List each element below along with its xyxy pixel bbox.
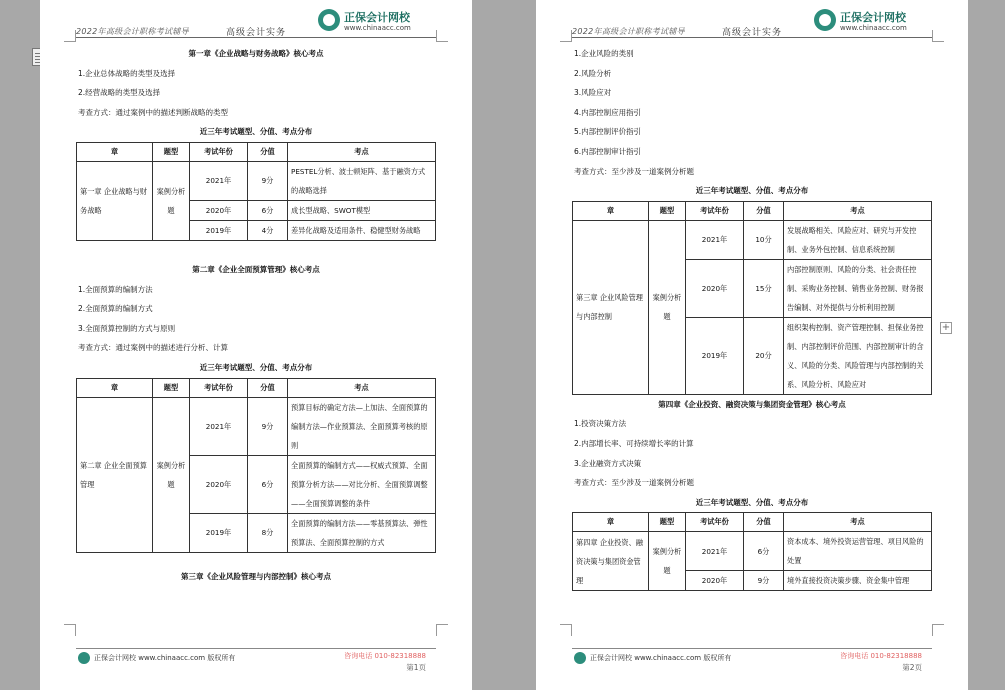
- points-cell: 预算目标的确定方法—上加法、全面预算的编制方法—作业预算法、全面预算考核的原则: [288, 397, 436, 455]
- year-cell: 2019年: [190, 513, 248, 552]
- chapter-cell: 第一章 企业战略与财务战略: [77, 161, 153, 240]
- points-cell: 全面预算的编制方式——权威式预算、全面预算分析方法——对比分析、全面预算调整——全面预算调整的条件: [288, 455, 436, 513]
- year-cell: 2020年: [686, 259, 744, 317]
- key-point: 5.内部控制评价指引: [574, 127, 642, 137]
- table-row: [77, 161, 436, 200]
- logo-url: www.chinaacc.com: [344, 24, 411, 32]
- chapter-heading: 第四章《企业投资、融资决策与集团资金管理》核心考点: [658, 399, 846, 409]
- page-number: 第2页: [902, 663, 922, 672]
- key-point: 1.企业风险的类别: [574, 49, 634, 58]
- key-point: 2.内部增长率、可持续增长率的计算: [574, 438, 694, 448]
- points-cell: 组织架构控制、资产管理控制、担保业务控制、内部控制评价范围、内部控制审计的含义、风险的分类、风险管理与内部控制的关系、风险分析、风险应对: [784, 317, 932, 394]
- key-point: 3.全面预算控制的方式与原则: [78, 323, 176, 333]
- footer-copyright: 正保会计网校 www.chinaacc.com 版权所有: [94, 654, 236, 662]
- page-2: [536, 0, 968, 690]
- score-cell: 6分: [248, 455, 288, 513]
- page-footer: [572, 648, 932, 678]
- footer-hotline: 咨询电话 010-82318888: [344, 652, 426, 660]
- footer-hotline: 咨询电话 010-82318888: [840, 652, 922, 660]
- key-point: 2.风险分析: [574, 68, 612, 78]
- logo-name: 正保会计网校: [344, 11, 410, 24]
- score-cell: 4分: [248, 220, 288, 240]
- logo-url: www.chinaacc.com: [840, 24, 907, 32]
- key-point: 1.企业总体战略的类型及选择: [78, 68, 176, 78]
- col-header: 章: [573, 513, 649, 532]
- score-cell: 6分: [248, 200, 288, 220]
- col-header: 题型: [649, 201, 686, 220]
- type-cell: 案例分析题: [649, 532, 686, 591]
- key-point: 4.内部控制应用指引: [574, 107, 642, 117]
- type-cell: 案例分析题: [153, 397, 190, 552]
- crop-mark: [560, 30, 572, 42]
- points-cell: 发展战略相关、风险应对、研究与开发控制、业务外包控制、信息系统控制: [784, 220, 932, 259]
- year-cell: 2020年: [190, 455, 248, 513]
- col-header: 考试年份: [686, 201, 744, 220]
- col-header: 考点: [784, 513, 932, 532]
- chapter-cell: 第二章 企业全面预算管理: [77, 397, 153, 552]
- crop-mark: [932, 624, 944, 636]
- col-header: 题型: [153, 142, 190, 161]
- year-cell: 2021年: [686, 220, 744, 259]
- exam-method: 考查方式：通过案例中的描述进行分析、计算: [78, 343, 228, 353]
- table-row: [573, 532, 932, 571]
- page-header: [572, 4, 932, 38]
- key-point: 2.经营战略的类型及选择: [78, 88, 161, 98]
- score-cell: 10分: [744, 220, 784, 259]
- page-number: 第1页: [406, 663, 426, 672]
- table-row: [77, 397, 436, 455]
- year-cell: 2020年: [190, 200, 248, 220]
- table-header-row: [573, 201, 932, 220]
- page-1: [40, 0, 472, 690]
- points-cell: 内部控制原则、风险的分类、社会责任控制、采购业务控制、销售业务控制、财务报告编制、对外提供与分析利用控制: [784, 259, 932, 317]
- table-header-row: [77, 378, 436, 397]
- header-exam-title: 2022年高级会计职称考试辅导: [76, 27, 189, 36]
- year-cell: 2021年: [190, 161, 248, 200]
- col-header: 分值: [744, 201, 784, 220]
- header-subject: 高级会计实务: [226, 28, 287, 38]
- chapter-heading: 第三章《企业风险管理与内部控制》核心考点: [181, 571, 331, 581]
- crop-mark: [436, 624, 448, 636]
- table-title: 近三年考试题型、分值、考点分布: [695, 186, 809, 196]
- col-header: 分值: [744, 513, 784, 532]
- footer-divider: [572, 648, 932, 649]
- footer-logo-icon: [574, 652, 586, 664]
- footer-logo-icon: [78, 652, 90, 664]
- year-cell: 2021年: [686, 532, 744, 571]
- chapter-cell: 第四章 企业投资、融资决策与集团资金管理: [573, 532, 649, 591]
- year-cell: 2019年: [190, 220, 248, 240]
- page-content: [76, 44, 436, 586]
- score-cell: 9分: [248, 161, 288, 200]
- col-header: 分值: [248, 378, 288, 397]
- table-title: 近三年考试题型、分值、考点分布: [199, 362, 313, 372]
- logo-name: 正保会计网校: [840, 11, 906, 24]
- header-subject: 高级会计实务: [722, 28, 783, 38]
- exam-method: 考查方式：至少涉及一道案例分析题: [574, 478, 694, 488]
- exam-method: 考查方式：通过案例中的描述判断战略的类型: [78, 107, 228, 117]
- col-header: 考点: [784, 201, 932, 220]
- points-cell: 全面预算的编制方法——零基预算法、弹性预算法、全面预算控制的方式: [288, 513, 436, 552]
- score-cell: 6分: [744, 532, 784, 571]
- header-exam-title: 2022年高级会计职称考试辅导: [572, 27, 685, 36]
- col-header: 题型: [153, 378, 190, 397]
- page-content: [572, 44, 932, 591]
- brand-logo: [318, 6, 438, 36]
- add-content-plus-icon[interactable]: +: [941, 322, 951, 333]
- type-cell: 案例分析题: [153, 161, 190, 240]
- table-header-row: [573, 513, 932, 532]
- col-header: 分值: [248, 142, 288, 161]
- points-cell: 境外直接投资决策步骤、资金集中管理: [784, 571, 932, 591]
- chapter-cell: 第三章 企业风险管理与内部控制: [573, 220, 649, 394]
- score-cell: 8分: [248, 513, 288, 552]
- chapter-heading: 第二章《企业全面预算管理》核心考点: [192, 264, 320, 274]
- crop-mark: [64, 30, 76, 42]
- score-cell: 15分: [744, 259, 784, 317]
- col-header: 题型: [649, 513, 686, 532]
- key-point: 3.风险应对: [574, 88, 612, 98]
- crop-mark: [560, 624, 572, 636]
- year-cell: 2019年: [686, 317, 744, 394]
- key-point: 1.全面预算的编制方法: [78, 284, 153, 294]
- score-cell: 20分: [744, 317, 784, 394]
- year-cell: 2021年: [190, 397, 248, 455]
- table-title: 近三年考试题型、分值、考点分布: [695, 497, 809, 507]
- footer-copyright: 正保会计网校 www.chinaacc.com 版权所有: [590, 654, 732, 662]
- key-point: 3.企业融资方式决策: [574, 458, 642, 468]
- exam-distribution-table: [76, 378, 436, 553]
- table-row: [573, 220, 932, 259]
- exam-distribution-table: [572, 201, 932, 395]
- page-header: [76, 4, 436, 38]
- points-cell: 差异化战略及适用条件、稳健型财务战略: [288, 220, 436, 240]
- col-header: 考点: [288, 142, 436, 161]
- col-header: 考试年份: [190, 378, 248, 397]
- col-header: 考试年份: [686, 513, 744, 532]
- crop-mark: [64, 624, 76, 636]
- col-header: 考试年份: [190, 142, 248, 161]
- col-header: 考点: [288, 378, 436, 397]
- key-point: 1.投资决策方法: [574, 419, 627, 429]
- points-cell: 成长型战略、SWOT模型: [288, 200, 436, 220]
- exam-method: 考查方式：至少涉及一道案例分析题: [574, 166, 694, 176]
- logo-icon: [318, 9, 340, 31]
- chapter-heading: 第一章《企业战略与财务战略》核心考点: [188, 49, 324, 58]
- table-title: 近三年考试题型、分值、考点分布: [199, 127, 313, 137]
- score-cell: 9分: [744, 571, 784, 591]
- exam-distribution-table: [572, 512, 932, 591]
- page-footer: [76, 648, 436, 678]
- points-cell: 资本成本、境外投资运营管理、项目风险的处置: [784, 532, 932, 571]
- table-header-row: [77, 142, 436, 161]
- footer-divider: [76, 648, 436, 649]
- col-header: 章: [77, 142, 153, 161]
- brand-logo: [814, 6, 934, 36]
- exam-distribution-table: [76, 142, 436, 241]
- logo-icon: [814, 9, 836, 31]
- key-point: 2.全面预算的编制方式: [78, 304, 153, 314]
- type-cell: 案例分析题: [649, 220, 686, 394]
- score-cell: 9分: [248, 397, 288, 455]
- key-point: 6.内部控制审计指引: [574, 146, 642, 156]
- col-header: 章: [573, 201, 649, 220]
- points-cell: PESTEL分析、波士顿矩阵、基于融资方式的战略选择: [288, 161, 436, 200]
- year-cell: 2020年: [686, 571, 744, 591]
- col-header: 章: [77, 378, 153, 397]
